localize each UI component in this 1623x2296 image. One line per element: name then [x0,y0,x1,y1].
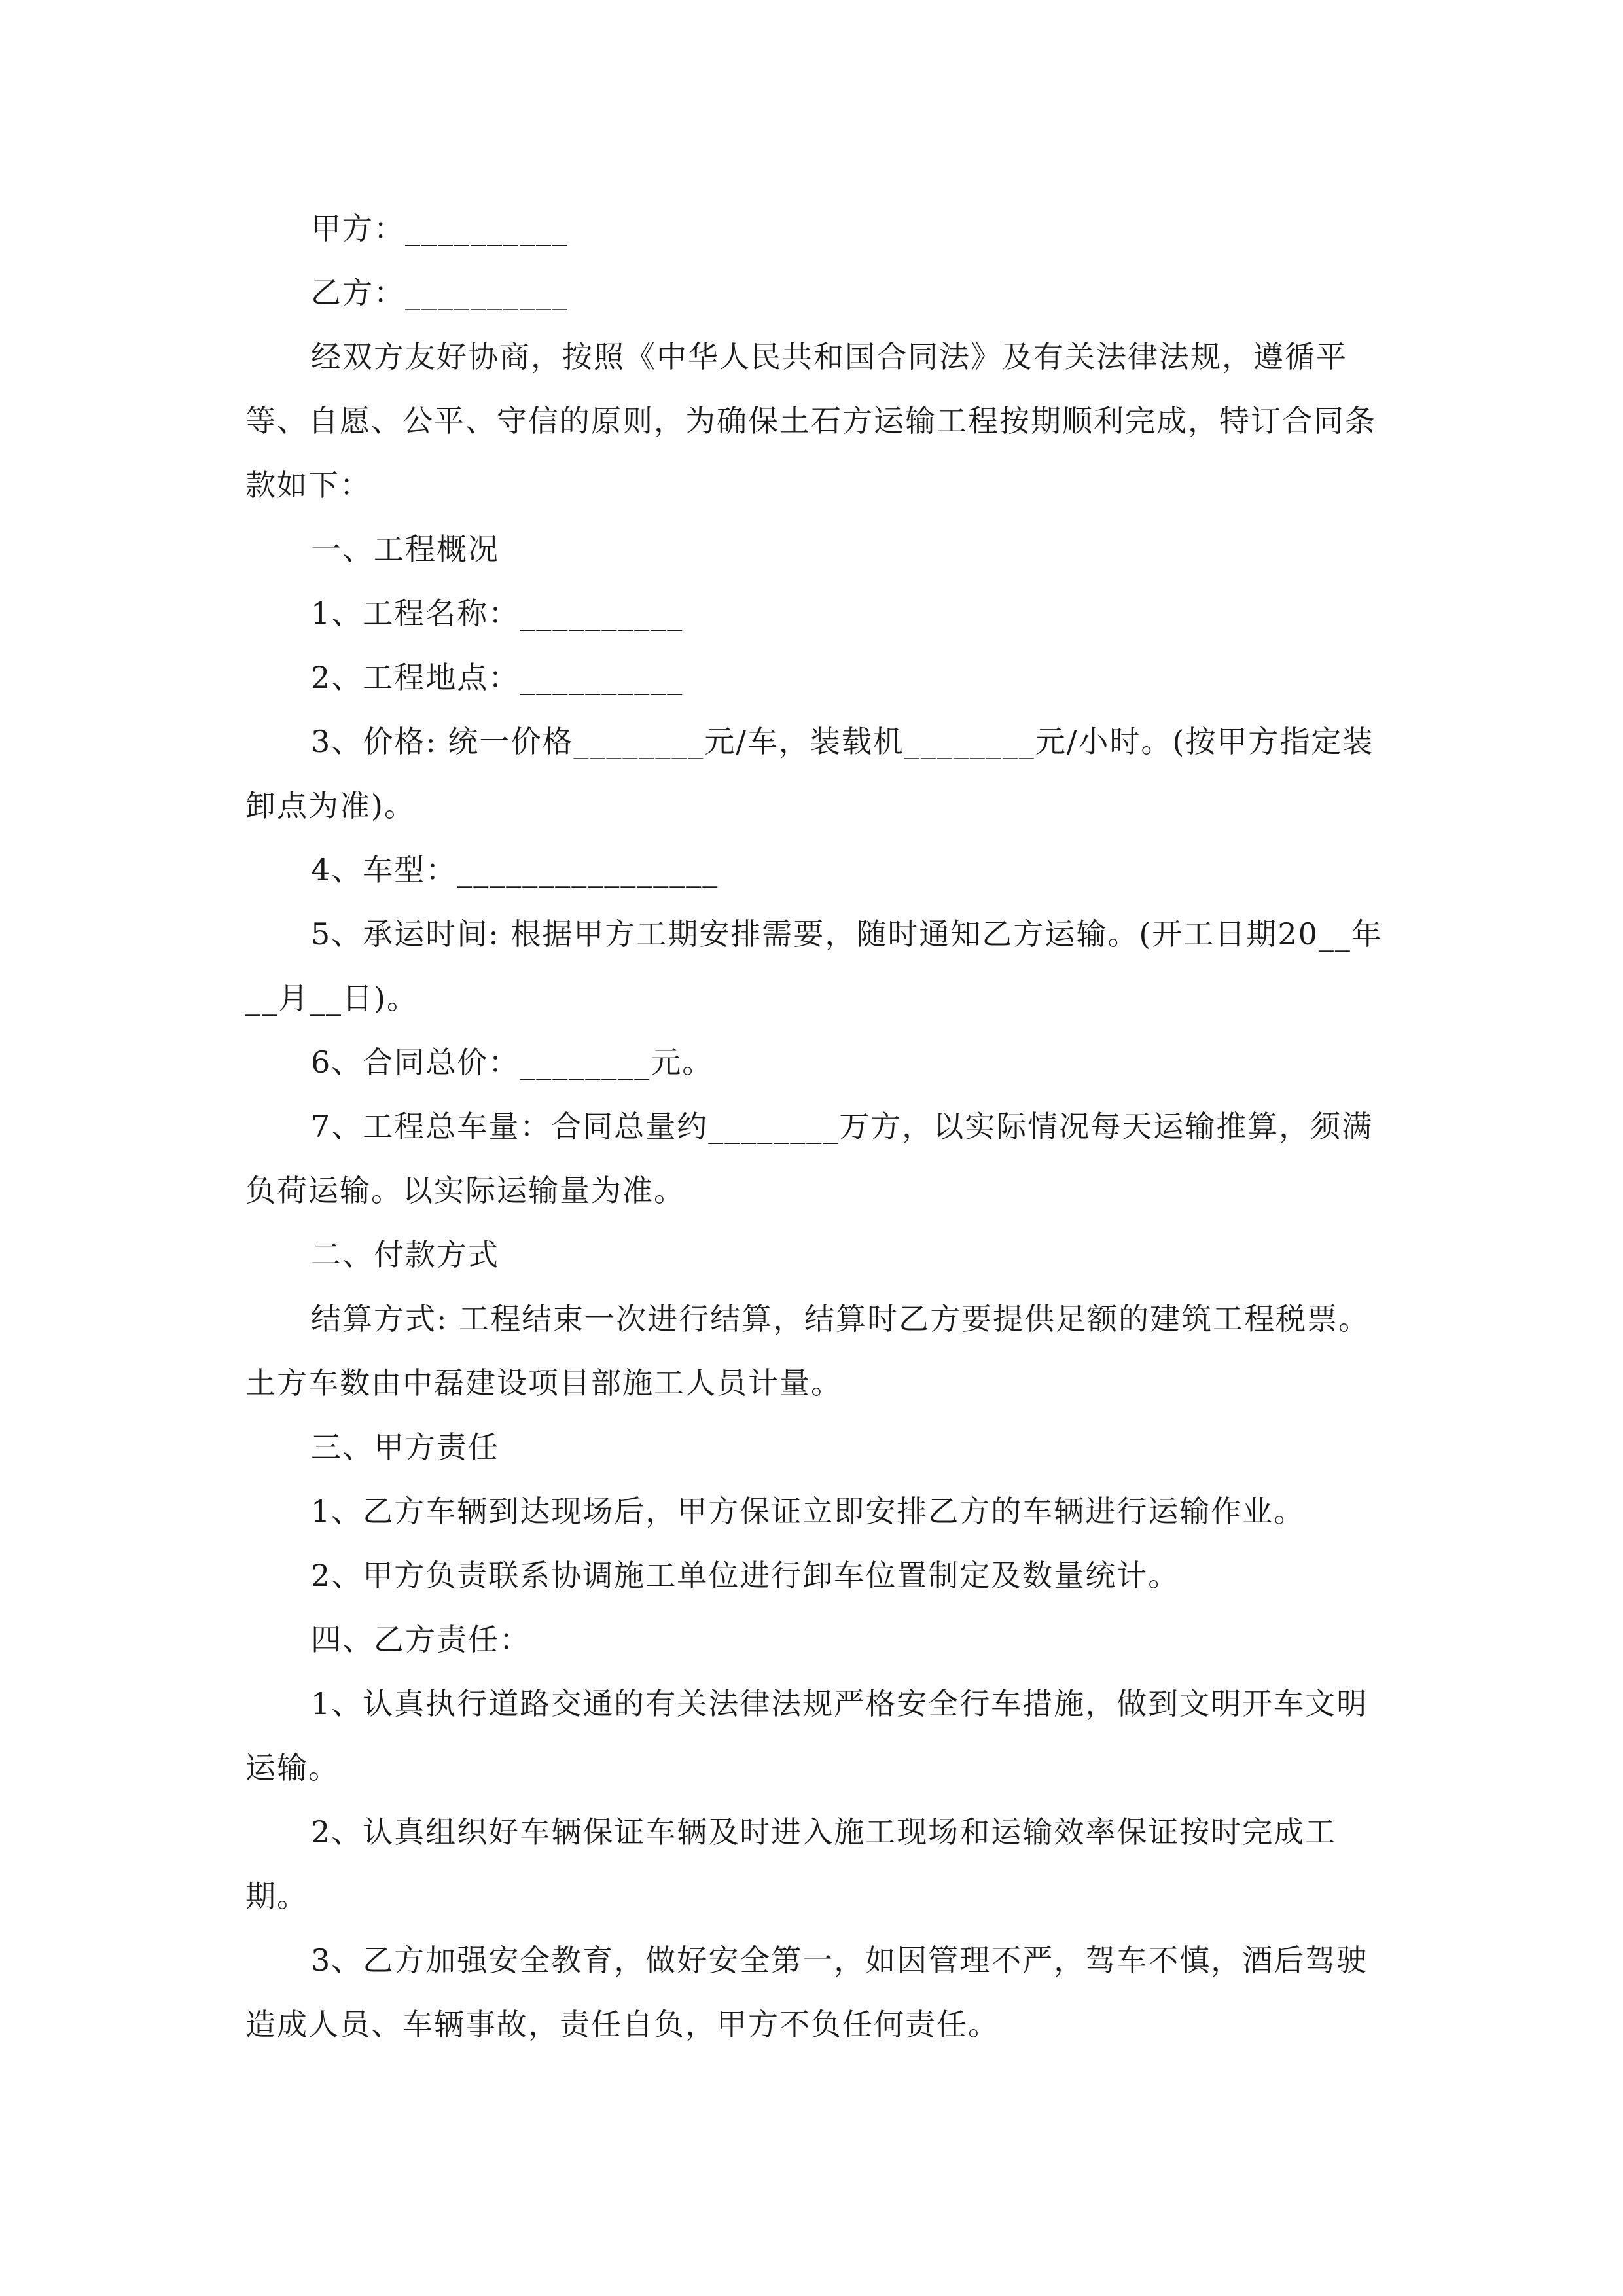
clause-vehicle-type: 4、车型：________________ [311,852,719,888]
party-b-line: 乙方：__________ [311,275,569,310]
preamble-paragraph: 经双方友好协商，按照《中华人民共和国合同法》及有关法律法规，遵循平等、自愿、公平、守信的原则，为确保土石方运输工程按期顺利完成，特订合同条款如下： [245,339,1376,503]
party-a-duty-1: 1、乙方车辆到达现场后，甲方保证立即安排乙方的车辆进行运输作业。 [311,1494,1306,1529]
party-b-duty-1: 1、认真执行道路交通的有关法律法规严格安全行车措施，做到文明开车文明运输。 [245,1686,1368,1785]
party-a-duty-2: 2、甲方负责联系协调施工单位进行卸车位置制定及数量统计。 [311,1558,1180,1593]
clause-transport-time: 5、承运时间: 根据甲方工期安排需要，随时通知乙方运输。(开工日期20__年__月__日)。 [245,916,1383,1016]
clause-total-volume: 7、工程总车量：合同总量约________万方，以实际情况每天运输推算，须满负荷运输。以实际运输量为准。 [245,1109,1374,1208]
party-a-line: 甲方：__________ [311,211,569,246]
clause-project-name: 1、工程名称：__________ [311,596,684,631]
section-heading-project-overview: 一、工程概况 [311,531,499,567]
clause-settlement: 结算方式: 工程结束一次进行结算，结算时乙方要提供足额的建筑工程税票。土方车数由中磊建设项目部施工人员计量。 [245,1301,1370,1401]
clause-project-location: 2、工程地点：__________ [311,660,684,695]
section-heading-party-a-duties: 三、甲方责任 [311,1429,499,1465]
clause-price: 3、价格: 统一价格________元/车，装载机________元/小时。(按甲方指定装卸点为准)。 [245,724,1374,823]
clause-total-price: 6、合同总价：________元。 [311,1045,714,1080]
party-b-duty-3: 3、乙方加强安全教育，做好安全第一，如因管理不严，驾车不慎，酒后驾驶造成人员、车辆事故，责任自负，甲方不负任何责任。 [245,1943,1368,2042]
section-heading-payment: 二、付款方式 [311,1237,499,1272]
contract-body [245,196,1397,2056]
party-b-duty-2: 2、认真组织好车辆保证车辆及时进入施工现场和运输效率保证按时完成工期。 [245,1814,1337,1914]
section-heading-party-b-duties: 四、乙方责任： [311,1622,531,1657]
